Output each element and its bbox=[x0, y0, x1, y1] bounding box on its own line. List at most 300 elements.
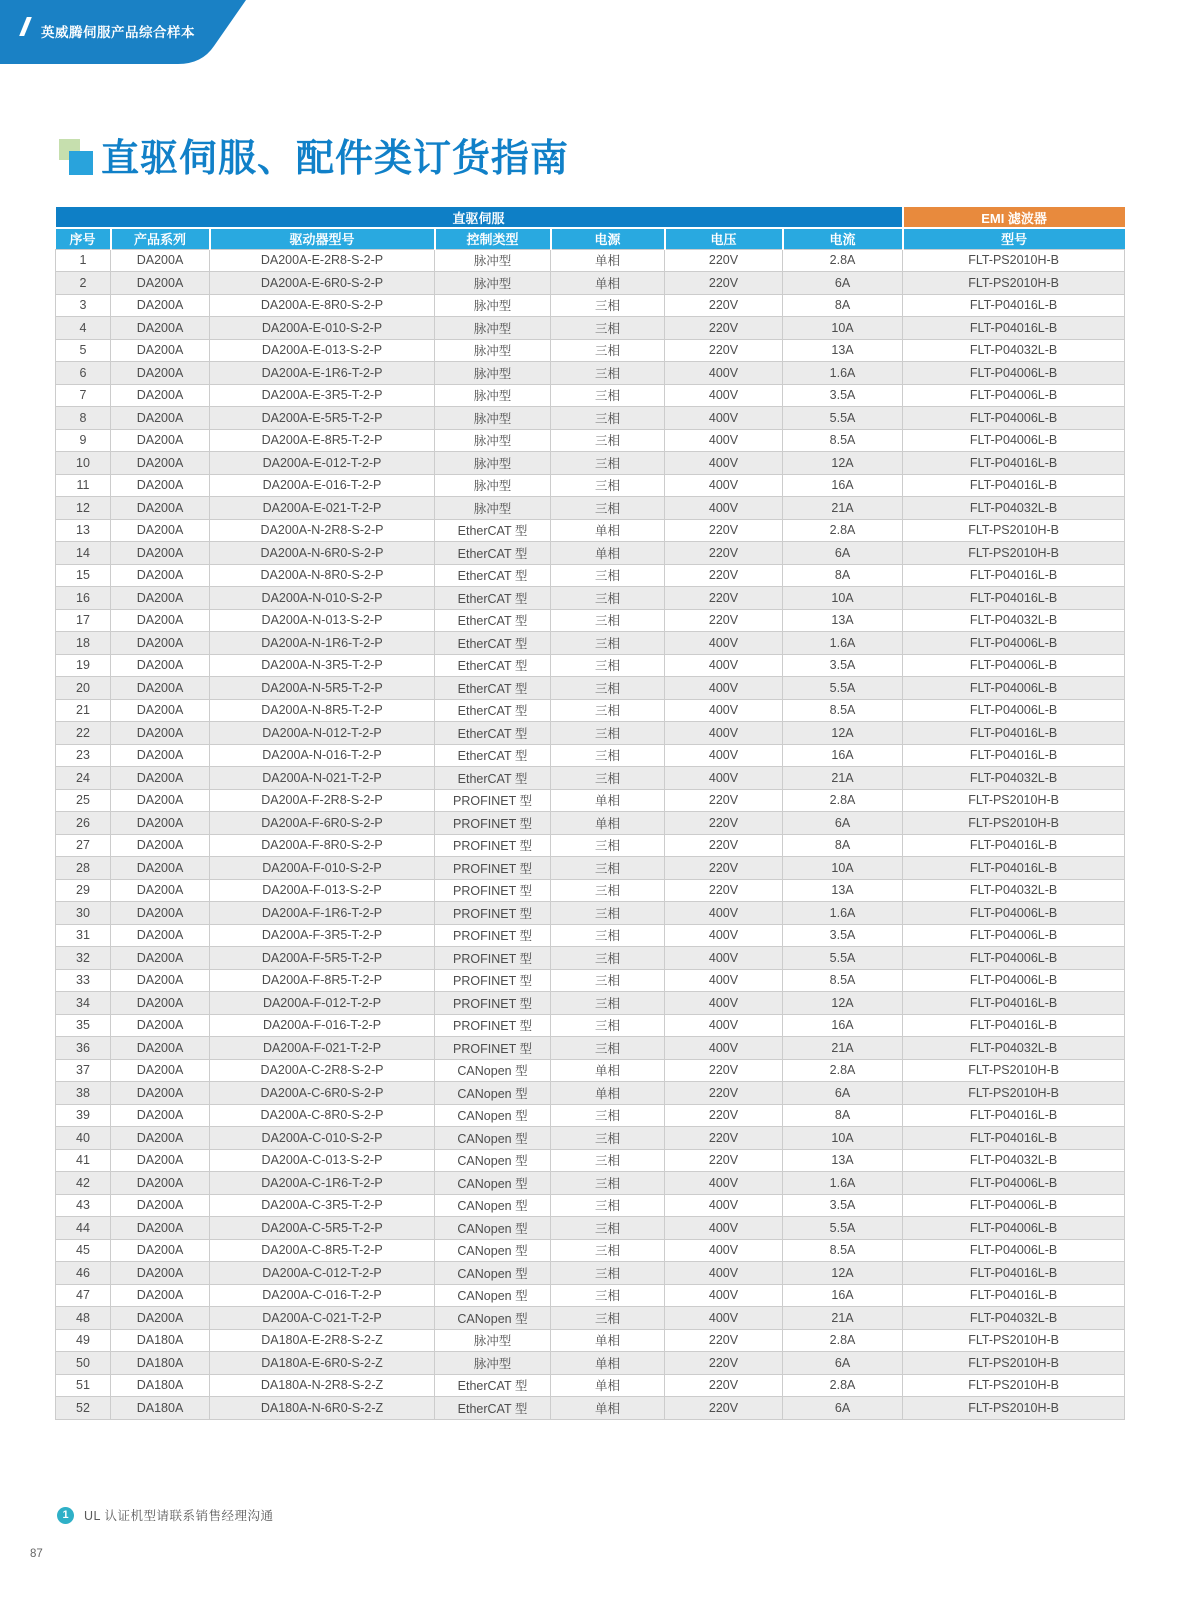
table-cell: 49 bbox=[56, 1329, 111, 1352]
column-header: 序号 bbox=[56, 228, 111, 249]
table-row bbox=[56, 1217, 1125, 1240]
table-cell: 8.5A bbox=[783, 699, 903, 722]
table-cell: 三相 bbox=[551, 879, 665, 902]
table-cell: 6A bbox=[783, 542, 903, 565]
table-row bbox=[56, 1262, 1125, 1285]
table-cell: 24 bbox=[56, 767, 111, 790]
table-cell: 33 bbox=[56, 969, 111, 992]
table-cell: FLT-P04006L-B bbox=[903, 969, 1125, 992]
table-cell: 8A bbox=[783, 1104, 903, 1127]
column-header: 电流 bbox=[783, 228, 903, 249]
table-row bbox=[56, 429, 1125, 452]
table-cell: 47 bbox=[56, 1284, 111, 1307]
table-cell: CANopen 型 bbox=[435, 1307, 551, 1330]
table-cell: DA200A bbox=[111, 1104, 210, 1127]
table-cell: 46 bbox=[56, 1262, 111, 1285]
emi-group-header: EMI 滤波器 bbox=[903, 207, 1125, 228]
table-cell: DA200A-C-6R0-S-2-P bbox=[210, 1082, 435, 1105]
table-cell: 1 bbox=[56, 249, 111, 272]
table-cell: 400V bbox=[665, 362, 783, 385]
table-cell: DA200A-N-012-T-2-P bbox=[210, 722, 435, 745]
table-cell: DA200A-F-1R6-T-2-P bbox=[210, 902, 435, 925]
table-row bbox=[56, 474, 1125, 497]
table-cell: 31 bbox=[56, 924, 111, 947]
table-cell: 4 bbox=[56, 317, 111, 340]
table-cell: 26 bbox=[56, 812, 111, 835]
table-cell: 220V bbox=[665, 789, 783, 812]
table-row bbox=[56, 317, 1125, 340]
table-cell: FLT-PS2010H-B bbox=[903, 1352, 1125, 1375]
table-cell: 1.6A bbox=[783, 632, 903, 655]
table-cell: 三相 bbox=[551, 317, 665, 340]
table-cell: 12A bbox=[783, 1262, 903, 1285]
table-cell: DA180A bbox=[111, 1352, 210, 1375]
table-cell: 11 bbox=[56, 474, 111, 497]
table-cell: FLT-PS2010H-B bbox=[903, 812, 1125, 835]
table-row bbox=[56, 1284, 1125, 1307]
table-cell: DA200A-N-016-T-2-P bbox=[210, 744, 435, 767]
table-cell: 400V bbox=[665, 767, 783, 790]
table-row bbox=[56, 744, 1125, 767]
table-cell: DA200A-N-8R5-T-2-P bbox=[210, 699, 435, 722]
table-cell: DA180A bbox=[111, 1329, 210, 1352]
table-cell: 40 bbox=[56, 1127, 111, 1150]
table-cell: 三相 bbox=[551, 1262, 665, 1285]
table-cell: DA200A bbox=[111, 1239, 210, 1262]
table-cell: 三相 bbox=[551, 1014, 665, 1037]
table-cell: 400V bbox=[665, 429, 783, 452]
table-cell: EtherCAT 型 bbox=[435, 699, 551, 722]
table-cell: DA200A-C-016-T-2-P bbox=[210, 1284, 435, 1307]
table-cell: 三相 bbox=[551, 902, 665, 925]
table-row bbox=[56, 587, 1125, 610]
table-cell: DA200A bbox=[111, 1217, 210, 1240]
bullet-blue-square bbox=[69, 151, 93, 175]
table-cell: EtherCAT 型 bbox=[435, 519, 551, 542]
table-cell: 400V bbox=[665, 969, 783, 992]
table-cell: 三相 bbox=[551, 969, 665, 992]
table-cell: 3.5A bbox=[783, 924, 903, 947]
table-cell: FLT-P04032L-B bbox=[903, 1149, 1125, 1172]
table-cell: DA200A bbox=[111, 1037, 210, 1060]
table-cell: EtherCAT 型 bbox=[435, 632, 551, 655]
table-cell: DA200A-C-010-S-2-P bbox=[210, 1127, 435, 1150]
table-row bbox=[56, 384, 1125, 407]
table-cell: FLT-P04006L-B bbox=[903, 947, 1125, 970]
table-cell: 220V bbox=[665, 1104, 783, 1127]
table-cell: 13A bbox=[783, 1149, 903, 1172]
table-cell: DA200A bbox=[111, 992, 210, 1015]
table-cell: 400V bbox=[665, 677, 783, 700]
table-cell: 19 bbox=[56, 654, 111, 677]
table-cell: FLT-P04016L-B bbox=[903, 1284, 1125, 1307]
table-cell: 220V bbox=[665, 1059, 783, 1082]
table-cell: 400V bbox=[665, 744, 783, 767]
table-cell: 400V bbox=[665, 1194, 783, 1217]
table-cell: 三相 bbox=[551, 1127, 665, 1150]
table-cell: DA200A bbox=[111, 654, 210, 677]
table-cell: 三相 bbox=[551, 1239, 665, 1262]
table-cell: DA200A bbox=[111, 407, 210, 430]
table-cell: 单相 bbox=[551, 272, 665, 295]
table-cell: FLT-PS2010H-B bbox=[903, 1329, 1125, 1352]
table-cell: EtherCAT 型 bbox=[435, 542, 551, 565]
table-cell: 14 bbox=[56, 542, 111, 565]
table-cell: 脉冲型 bbox=[435, 362, 551, 385]
table-cell: 三相 bbox=[551, 339, 665, 362]
table-row bbox=[56, 1239, 1125, 1262]
table-cell: 34 bbox=[56, 992, 111, 1015]
table-cell: DA200A bbox=[111, 272, 210, 295]
table-cell: 6A bbox=[783, 272, 903, 295]
table-cell: 三相 bbox=[551, 429, 665, 452]
table-cell: DA200A bbox=[111, 924, 210, 947]
table-cell: DA200A bbox=[111, 812, 210, 835]
table-cell: FLT-P04006L-B bbox=[903, 407, 1125, 430]
table-cell: DA200A bbox=[111, 1172, 210, 1195]
table-row bbox=[56, 272, 1125, 295]
table-row bbox=[56, 1194, 1125, 1217]
section-bullet-icon bbox=[59, 136, 101, 180]
table-cell: 6A bbox=[783, 1397, 903, 1420]
table-cell: 400V bbox=[665, 992, 783, 1015]
table-cell: 三相 bbox=[551, 1104, 665, 1127]
table-cell: EtherCAT 型 bbox=[435, 1397, 551, 1420]
table-cell: 21A bbox=[783, 1037, 903, 1060]
table-cell: 8.5A bbox=[783, 429, 903, 452]
table-cell: 21A bbox=[783, 1307, 903, 1330]
table-cell: FLT-P04016L-B bbox=[903, 744, 1125, 767]
table-cell: 5.5A bbox=[783, 677, 903, 700]
table-cell: 400V bbox=[665, 497, 783, 520]
table-row bbox=[56, 902, 1125, 925]
table-cell: FLT-P04006L-B bbox=[903, 1217, 1125, 1240]
table-cell: 三相 bbox=[551, 294, 665, 317]
table-cell: 13 bbox=[56, 519, 111, 542]
table-cell: CANopen 型 bbox=[435, 1059, 551, 1082]
table-cell: FLT-P04006L-B bbox=[903, 699, 1125, 722]
table-cell: 脉冲型 bbox=[435, 497, 551, 520]
table-cell: CANopen 型 bbox=[435, 1082, 551, 1105]
table-cell: CANopen 型 bbox=[435, 1239, 551, 1262]
table-cell: 13A bbox=[783, 609, 903, 632]
footnote bbox=[57, 1506, 274, 1524]
table-cell: 7 bbox=[56, 384, 111, 407]
table-row bbox=[56, 609, 1125, 632]
table-row bbox=[56, 969, 1125, 992]
table-cell: 三相 bbox=[551, 992, 665, 1015]
table-cell: 20 bbox=[56, 677, 111, 700]
table-cell: 27 bbox=[56, 834, 111, 857]
table-cell: DA180A bbox=[111, 1374, 210, 1397]
table-cell: 单相 bbox=[551, 1059, 665, 1082]
table-cell: 28 bbox=[56, 857, 111, 880]
table-cell: FLT-P04016L-B bbox=[903, 722, 1125, 745]
table-cell: DA200A-N-021-T-2-P bbox=[210, 767, 435, 790]
table-cell: 13A bbox=[783, 879, 903, 902]
table-cell: FLT-P04016L-B bbox=[903, 564, 1125, 587]
table-cell: 51 bbox=[56, 1374, 111, 1397]
table-cell: 三相 bbox=[551, 924, 665, 947]
table-cell: DA200A bbox=[111, 857, 210, 880]
table-cell: 400V bbox=[665, 1239, 783, 1262]
table-cell: FLT-P04006L-B bbox=[903, 1194, 1125, 1217]
table-cell: DA200A bbox=[111, 1262, 210, 1285]
table-cell: PROFINET 型 bbox=[435, 924, 551, 947]
table-cell: 5 bbox=[56, 339, 111, 362]
table-cell: DA200A bbox=[111, 384, 210, 407]
table-cell: DA200A-E-2R8-S-2-P bbox=[210, 249, 435, 272]
table-cell: DA200A bbox=[111, 249, 210, 272]
table-cell: PROFINET 型 bbox=[435, 789, 551, 812]
table-row bbox=[56, 1149, 1125, 1172]
table-cell: 400V bbox=[665, 1217, 783, 1240]
table-cell: DA200A-N-013-S-2-P bbox=[210, 609, 435, 632]
table-cell: CANopen 型 bbox=[435, 1194, 551, 1217]
table-cell: 三相 bbox=[551, 587, 665, 610]
table-cell: 220V bbox=[665, 1374, 783, 1397]
table-cell: DA200A bbox=[111, 699, 210, 722]
table-cell: DA200A-E-3R5-T-2-P bbox=[210, 384, 435, 407]
table-cell: 三相 bbox=[551, 384, 665, 407]
table-cell: 48 bbox=[56, 1307, 111, 1330]
table-cell: 220V bbox=[665, 1352, 783, 1375]
table-cell: 单相 bbox=[551, 1352, 665, 1375]
table-cell: DA200A-C-8R0-S-2-P bbox=[210, 1104, 435, 1127]
table-cell: DA200A-N-6R0-S-2-P bbox=[210, 542, 435, 565]
table-cell: 三相 bbox=[551, 654, 665, 677]
table-cell: 400V bbox=[665, 407, 783, 430]
table-cell: DA200A-C-013-S-2-P bbox=[210, 1149, 435, 1172]
table-cell: 220V bbox=[665, 564, 783, 587]
table-cell: DA180A-E-6R0-S-2-Z bbox=[210, 1352, 435, 1375]
table-cell: DA180A bbox=[111, 1397, 210, 1420]
page-number: 87 bbox=[30, 1548, 43, 1560]
table-cell: CANopen 型 bbox=[435, 1127, 551, 1150]
header-banner bbox=[0, 0, 260, 64]
servo-group-header: 直驱伺服 bbox=[56, 207, 903, 228]
table-cell: DA200A-N-8R0-S-2-P bbox=[210, 564, 435, 587]
table-cell: DA200A-F-010-S-2-P bbox=[210, 857, 435, 880]
table-cell: 45 bbox=[56, 1239, 111, 1262]
table-cell: DA200A-C-2R8-S-2-P bbox=[210, 1059, 435, 1082]
table-cell: 23 bbox=[56, 744, 111, 767]
page-title: 直驱伺服、配件类订货指南 bbox=[101, 138, 570, 180]
table-cell: 脉冲型 bbox=[435, 474, 551, 497]
table-cell: 32 bbox=[56, 947, 111, 970]
table-cell: 三相 bbox=[551, 1284, 665, 1307]
table-cell: 三相 bbox=[551, 1194, 665, 1217]
table-cell: DA200A bbox=[111, 317, 210, 340]
table-cell: 脉冲型 bbox=[435, 339, 551, 362]
table-cell: EtherCAT 型 bbox=[435, 564, 551, 587]
table-cell: 220V bbox=[665, 294, 783, 317]
table-cell: 单相 bbox=[551, 542, 665, 565]
table-cell: CANopen 型 bbox=[435, 1217, 551, 1240]
table-cell: 44 bbox=[56, 1217, 111, 1240]
table-cell: FLT-P04032L-B bbox=[903, 1307, 1125, 1330]
table-cell: 三相 bbox=[551, 947, 665, 970]
table-cell: DA200A bbox=[111, 1284, 210, 1307]
table-row bbox=[56, 1397, 1125, 1420]
table-cell: 5.5A bbox=[783, 1217, 903, 1240]
table-cell: DA200A bbox=[111, 1194, 210, 1217]
table-cell: 220V bbox=[665, 812, 783, 835]
table-cell: DA200A-N-3R5-T-2-P bbox=[210, 654, 435, 677]
table-cell: FLT-P04016L-B bbox=[903, 452, 1125, 475]
table-cell: 400V bbox=[665, 474, 783, 497]
table-cell: 三相 bbox=[551, 1149, 665, 1172]
table-cell: 220V bbox=[665, 317, 783, 340]
ordering-table-container bbox=[55, 207, 1125, 1420]
table-cell: FLT-PS2010H-B bbox=[903, 519, 1125, 542]
table-cell: EtherCAT 型 bbox=[435, 1374, 551, 1397]
table-cell: DA200A-F-021-T-2-P bbox=[210, 1037, 435, 1060]
table-cell: 2.8A bbox=[783, 519, 903, 542]
table-cell: FLT-P04006L-B bbox=[903, 1239, 1125, 1262]
table-cell: DA200A-N-1R6-T-2-P bbox=[210, 632, 435, 655]
table-cell: DA200A-F-6R0-S-2-P bbox=[210, 812, 435, 835]
table-cell: EtherCAT 型 bbox=[435, 744, 551, 767]
table-cell: 39 bbox=[56, 1104, 111, 1127]
table-row bbox=[56, 992, 1125, 1015]
table-row bbox=[56, 1104, 1125, 1127]
table-row bbox=[56, 947, 1125, 970]
table-cell: FLT-P04032L-B bbox=[903, 879, 1125, 902]
table-cell: PROFINET 型 bbox=[435, 1014, 551, 1037]
table-cell: 脉冲型 bbox=[435, 294, 551, 317]
table-cell: DA200A bbox=[111, 609, 210, 632]
table-cell: CANopen 型 bbox=[435, 1149, 551, 1172]
table-cell: 10A bbox=[783, 1127, 903, 1150]
table-row bbox=[56, 1307, 1125, 1330]
table-cell: DA200A bbox=[111, 722, 210, 745]
table-cell: PROFINET 型 bbox=[435, 812, 551, 835]
table-cell: DA200A bbox=[111, 587, 210, 610]
table-cell: PROFINET 型 bbox=[435, 834, 551, 857]
table-cell: 220V bbox=[665, 339, 783, 362]
table-cell: 220V bbox=[665, 542, 783, 565]
table-row bbox=[56, 1352, 1125, 1375]
table-row bbox=[56, 677, 1125, 700]
table-cell: 220V bbox=[665, 1149, 783, 1172]
table-cell: 6A bbox=[783, 1352, 903, 1375]
table-cell: FLT-P04016L-B bbox=[903, 587, 1125, 610]
table-cell: 13A bbox=[783, 339, 903, 362]
table-cell: 22 bbox=[56, 722, 111, 745]
table-row bbox=[56, 767, 1125, 790]
section-title-block bbox=[59, 136, 569, 182]
table-cell: 12 bbox=[56, 497, 111, 520]
table-cell: DA200A-E-8R0-S-2-P bbox=[210, 294, 435, 317]
table-cell: PROFINET 型 bbox=[435, 857, 551, 880]
table-cell: PROFINET 型 bbox=[435, 992, 551, 1015]
table-row bbox=[56, 699, 1125, 722]
table-cell: DA200A-E-5R5-T-2-P bbox=[210, 407, 435, 430]
table-cell: DA200A-C-5R5-T-2-P bbox=[210, 1217, 435, 1240]
table-cell: 21A bbox=[783, 497, 903, 520]
table-cell: 400V bbox=[665, 1037, 783, 1060]
table-cell: DA200A-F-016-T-2-P bbox=[210, 1014, 435, 1037]
table-cell: FLT-P04016L-B bbox=[903, 1104, 1125, 1127]
table-row bbox=[56, 564, 1125, 587]
table-cell: 15 bbox=[56, 564, 111, 587]
table-cell: 脉冲型 bbox=[435, 1329, 551, 1352]
table-cell: 三相 bbox=[551, 1217, 665, 1240]
table-cell: EtherCAT 型 bbox=[435, 722, 551, 745]
table-cell: 6A bbox=[783, 1082, 903, 1105]
table-cell: 8.5A bbox=[783, 969, 903, 992]
table-cell: 三相 bbox=[551, 362, 665, 385]
table-cell: DA200A bbox=[111, 497, 210, 520]
column-header: 控制类型 bbox=[435, 228, 551, 249]
table-cell: DA200A bbox=[111, 1149, 210, 1172]
table-cell: FLT-P04006L-B bbox=[903, 429, 1125, 452]
table-cell: 25 bbox=[56, 789, 111, 812]
table-cell: DA200A bbox=[111, 1307, 210, 1330]
table-cell: 3.5A bbox=[783, 654, 903, 677]
table-cell: 38 bbox=[56, 1082, 111, 1105]
table-cell: 37 bbox=[56, 1059, 111, 1082]
table-body bbox=[56, 249, 1125, 1419]
table-cell: DA200A-E-013-S-2-P bbox=[210, 339, 435, 362]
column-header-row bbox=[56, 228, 1125, 249]
table-cell: 21A bbox=[783, 767, 903, 790]
table-cell: CANopen 型 bbox=[435, 1262, 551, 1285]
table-cell: 10A bbox=[783, 857, 903, 880]
table-cell: PROFINET 型 bbox=[435, 879, 551, 902]
table-row bbox=[56, 1014, 1125, 1037]
table-cell: 3.5A bbox=[783, 384, 903, 407]
table-cell: PROFINET 型 bbox=[435, 902, 551, 925]
table-row bbox=[56, 519, 1125, 542]
table-cell: DA200A bbox=[111, 1127, 210, 1150]
table-cell: DA200A-E-010-S-2-P bbox=[210, 317, 435, 340]
table-cell: 8A bbox=[783, 294, 903, 317]
table-cell: 400V bbox=[665, 924, 783, 947]
table-cell: 三相 bbox=[551, 722, 665, 745]
table-cell: 220V bbox=[665, 834, 783, 857]
table-row bbox=[56, 452, 1125, 475]
table-cell: EtherCAT 型 bbox=[435, 767, 551, 790]
table-cell: 400V bbox=[665, 1284, 783, 1307]
table-cell: 脉冲型 bbox=[435, 407, 551, 430]
table-cell: DA200A-C-3R5-T-2-P bbox=[210, 1194, 435, 1217]
table-cell: 三相 bbox=[551, 744, 665, 767]
table-cell: FLT-P04016L-B bbox=[903, 992, 1125, 1015]
footnote-number-icon: 1 bbox=[57, 1507, 74, 1524]
table-cell: FLT-PS2010H-B bbox=[903, 1374, 1125, 1397]
table-cell: DA180A-E-2R8-S-2-Z bbox=[210, 1329, 435, 1352]
table-cell: 400V bbox=[665, 902, 783, 925]
table-cell: 单相 bbox=[551, 1374, 665, 1397]
table-cell: FLT-P04016L-B bbox=[903, 857, 1125, 880]
table-cell: 43 bbox=[56, 1194, 111, 1217]
table-cell: 6 bbox=[56, 362, 111, 385]
table-cell: DA200A-F-012-T-2-P bbox=[210, 992, 435, 1015]
table-cell: FLT-P04006L-B bbox=[903, 1172, 1125, 1195]
table-cell: 三相 bbox=[551, 677, 665, 700]
table-cell: PROFINET 型 bbox=[435, 969, 551, 992]
table-cell: DA200A bbox=[111, 1014, 210, 1037]
table-cell: DA180A-N-2R8-S-2-Z bbox=[210, 1374, 435, 1397]
table-cell: FLT-PS2010H-B bbox=[903, 1082, 1125, 1105]
table-cell: 脉冲型 bbox=[435, 1352, 551, 1375]
table-cell: DA200A bbox=[111, 362, 210, 385]
table-cell: 220V bbox=[665, 519, 783, 542]
table-cell: EtherCAT 型 bbox=[435, 587, 551, 610]
table-cell: PROFINET 型 bbox=[435, 947, 551, 970]
